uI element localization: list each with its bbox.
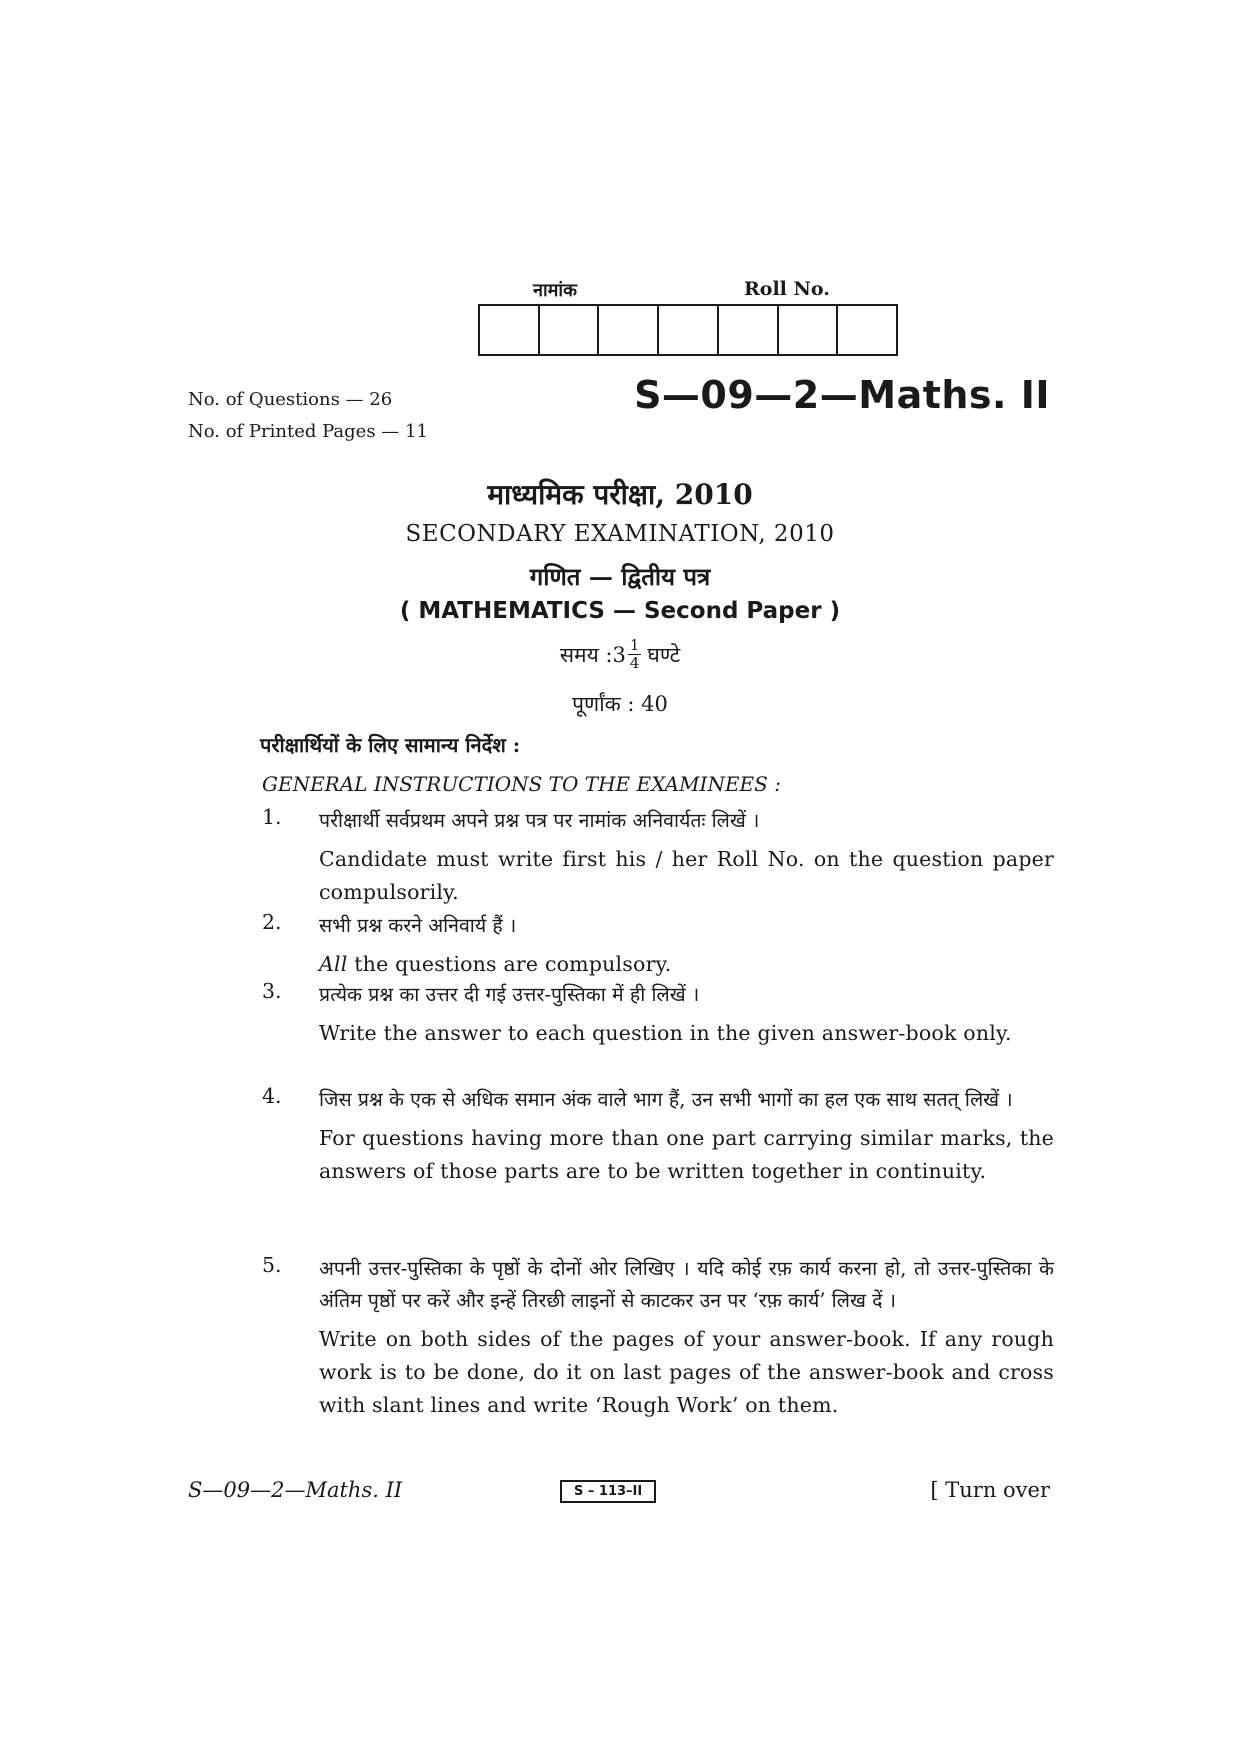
- instruction-item: [262, 1084, 1054, 1188]
- footer-paper-code: S—09—2—Maths. II: [188, 1478, 403, 1502]
- max-marks: पूर्णांक : 40: [572, 692, 668, 716]
- footer-series-code: S – 113–II: [560, 1480, 656, 1503]
- instructions-title-english: GENERAL INSTRUCTIONS TO THE EXAMINEES :: [262, 772, 781, 796]
- turn-over-note: [ Turn over: [930, 1478, 1050, 1502]
- instruction-hindi: जिस प्रश्न के एक से अधिक समान अंक वाले भाग हैं, उन सभी भागों का हल एक साथ सतत् लिखें ।: [319, 1088, 1013, 1111]
- time-allowed: [0, 637, 1240, 672]
- instructions-title-hindi: परीक्षार्थियों के लिए सामान्य निर्देश :: [260, 733, 521, 757]
- instruction-item: [262, 805, 1054, 909]
- instruction-hindi: परीक्षार्थी सर्वप्रथम अपने प्रश्न पत्र पर नामांक अनिवार्यतः लिखें ।: [319, 809, 760, 832]
- instruction-english: [319, 948, 1054, 981]
- instruction-number: 5.: [262, 1253, 282, 1277]
- instruction-hindi: प्रत्येक प्रश्न का उत्तर दी गई उत्तर-पुस्तिका में ही लिखें ।: [319, 983, 700, 1006]
- instruction-number: 1.: [262, 805, 282, 829]
- roll-box[interactable]: [838, 306, 896, 354]
- paper-code: S—09—2—Maths. II: [634, 373, 1050, 417]
- roll-box[interactable]: [779, 306, 839, 354]
- exam-title-hindi: माध्यमिक परीक्षा, 2010: [487, 478, 753, 511]
- time-label: समय :: [559, 642, 613, 667]
- roll-label-english: Roll No.: [744, 278, 830, 300]
- instruction-number: 4.: [262, 1084, 282, 1108]
- instruction-english-rest: the questions are compulsory.: [347, 952, 672, 976]
- number-of-questions: No. of Questions — 26: [188, 389, 393, 410]
- roll-label-hindi: नामांक: [533, 280, 577, 301]
- instruction-hindi: अपनी उत्तर-पुस्तिका के पृष्ठों के दोनों ओर लिखिए । यदि कोई रफ़ कार्य करना हो, तो उत्तर-पुस्तिका के अंतिम पृष्ठों पर करें और इन्हें तिरछी लाइनों से काटकर उन पर ‘रफ़ कार्य’ लिख दें ।: [319, 1257, 1054, 1312]
- roll-box[interactable]: [540, 306, 600, 354]
- time-denominator: 4: [629, 654, 640, 672]
- instruction-number: 3.: [262, 979, 282, 1003]
- time-fraction: [628, 637, 642, 672]
- roll-box[interactable]: [719, 306, 779, 354]
- instruction-emphasis: All: [319, 952, 348, 976]
- time-whole: 3: [612, 642, 626, 667]
- subject-english: ( MATHEMATICS — Second Paper ): [399, 598, 841, 624]
- roll-box[interactable]: [659, 306, 719, 354]
- instruction-number: 2.: [262, 910, 282, 934]
- time-unit: घण्टे: [647, 642, 681, 667]
- instruction-english: Candidate must write first his / her Roll No. on the question paper compulsorily.: [319, 847, 1054, 904]
- time-numerator: 1: [629, 636, 640, 654]
- subject-hindi: गणित — द्वितीय पत्र: [529, 562, 711, 591]
- instruction-hindi: सभी प्रश्न करने अनिवार्य हैं ।: [319, 914, 517, 937]
- roll-box[interactable]: [599, 306, 659, 354]
- roll-number-boxes: [478, 304, 898, 356]
- roll-box[interactable]: [480, 306, 540, 354]
- instruction-item: [262, 979, 1054, 1050]
- instruction-item: [262, 910, 1054, 981]
- instruction-english: For questions having more than one part carrying similar marks, the answers of those parts are to be written together in continuity.: [319, 1126, 1054, 1183]
- instruction-english: Write on both sides of the pages of your answer-book. If any rough work is to be done, do it on last pages of the answer-book and cross with slant lines and write ‘Rough Work’ on them.: [319, 1327, 1054, 1417]
- instruction-item: [262, 1253, 1054, 1422]
- number-of-pages: No. of Printed Pages — 11: [188, 421, 428, 442]
- instruction-english: Write the answer to each question in the given answer-book only.: [319, 1021, 1012, 1045]
- exam-title-english: SECONDARY EXAMINATION, 2010: [405, 521, 835, 547]
